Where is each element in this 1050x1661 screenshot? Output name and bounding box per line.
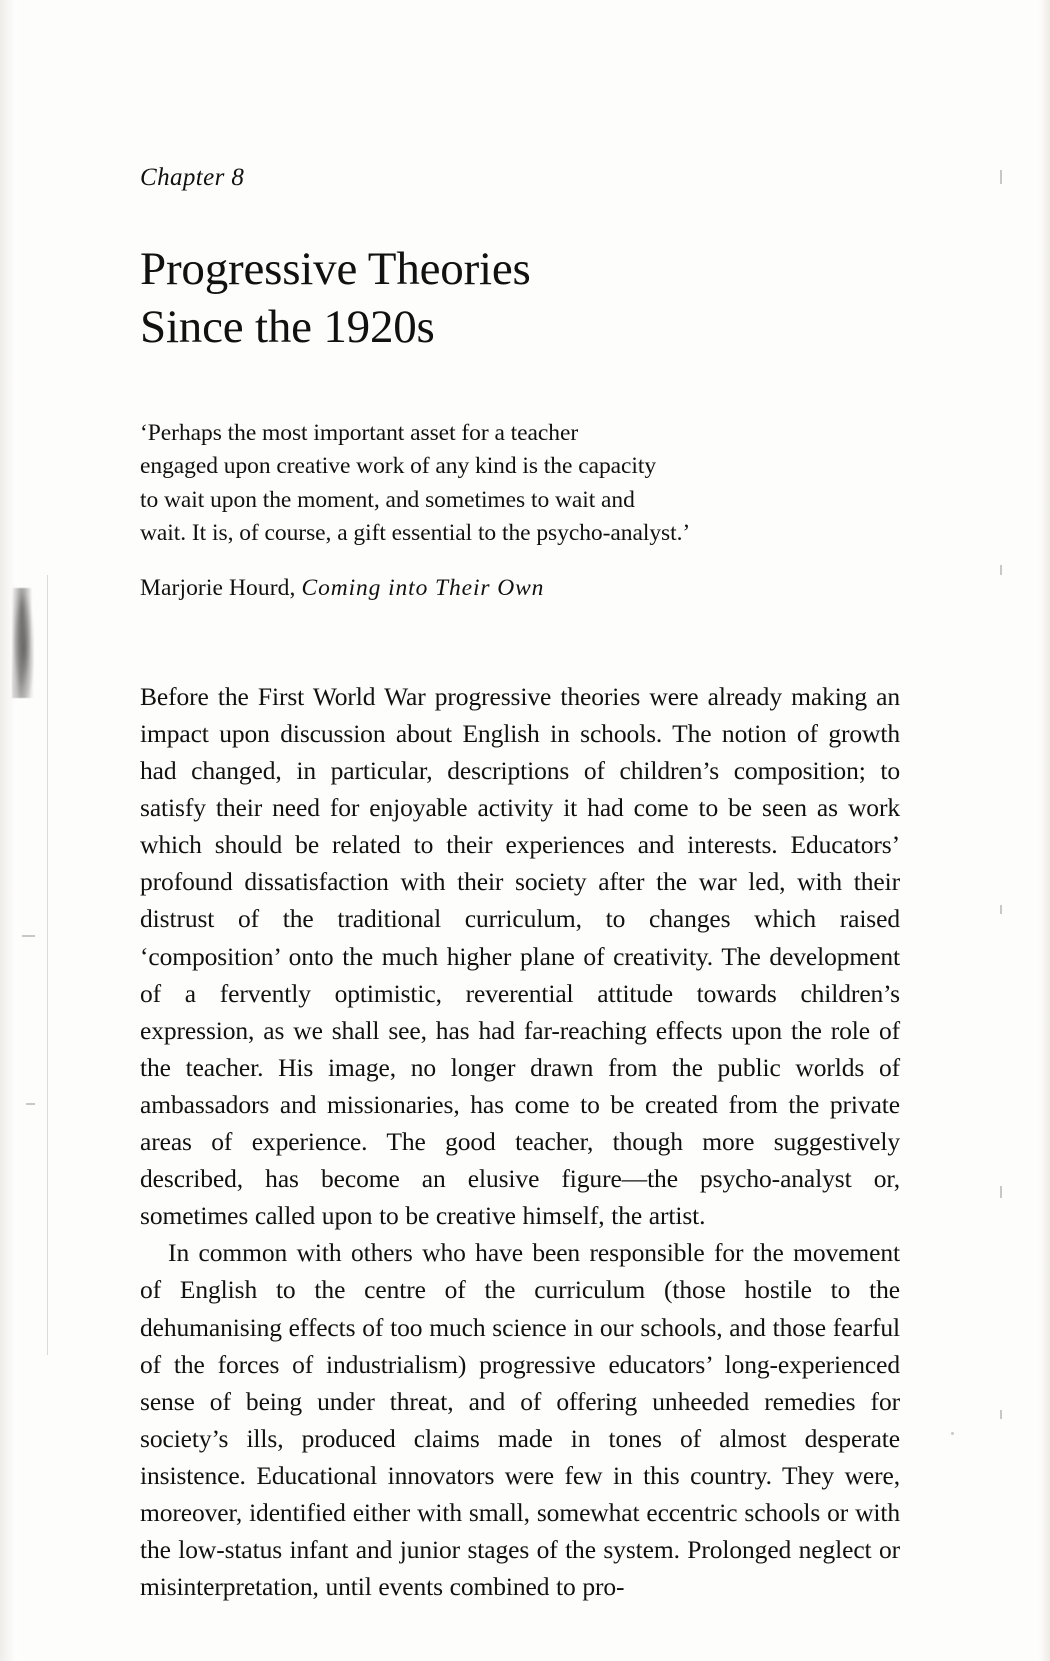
page-content <box>140 0 900 1605</box>
body-text <box>140 678 900 1605</box>
binding-smudge-artifact <box>12 588 34 698</box>
epigraph-quote <box>140 417 900 551</box>
scan-artifact-mark <box>1000 170 1002 184</box>
body-paragraph-2: In common with others who have been responsible for the movement of English to the centre of the curriculum (those hostile to the dehumanising effects of too much science in our schools, and those fearful of the forces of industrialism) progressive educators’ long-experienced sense of being under threat, and of offering unheeded remedies for society’s ills, produced claims made in tones of almost desperate insistence. Educational innovators were few in this country. They were, moreover, identified either with small, somewhat eccentric schools or with the low-status infant and junior stages of the system. Prolonged neglect or misinterpretation, until events combined to pro- <box>140 1238 900 1602</box>
scan-artifact-mark <box>1000 565 1002 575</box>
scan-artifact-mark <box>951 1432 954 1435</box>
scan-artifact-mark <box>1000 905 1002 914</box>
epigraph-line-2: engaged upon creative work of any kind is the capacity <box>140 453 657 480</box>
scan-artifact-mark <box>26 1103 35 1105</box>
page-title-line-1: Progressive Theories <box>140 243 531 295</box>
page-title-line-2: Since the 1920s <box>140 301 435 354</box>
scan-edge-right <box>1036 0 1050 1661</box>
scan-artifact-mark <box>22 935 35 937</box>
scan-artifact-mark <box>1000 1186 1002 1198</box>
epigraph-attribution <box>140 575 900 602</box>
body-paragraph-1: Before the First World War progressive theories were already making an impact upon discussion about English in schools. The notion of growth had changed, in particular, descriptions of children’s composition; to satisfy their need for enjoyable activity it had come to be seen as work which should be related to their experiences and interests. Educators’ profound dissatisfaction with their society after the war led, with their distrust of the traditional curriculum, to changes which raised ‘composition’ onto the much higher plane of creativity. The development of a fervently optimistic, reverential attitude towards children’s expression, as we shall see, has had far-reaching effects upon the role of the teacher. His image, no longer drawn from the public worlds of ambassadors and missionaries, has come to be created from the private areas of experience. The good teacher, though more suggestively described, has become an elusive figure—the psycho-analyst or, sometimes called upon to be creative himself, the artist. <box>140 681 900 1231</box>
page-title <box>140 240 900 357</box>
scan-edge-left <box>0 0 18 1661</box>
scan-artifact-mark <box>1000 1410 1002 1419</box>
chapter-label: Chapter 8 <box>140 164 245 191</box>
epigraph-line-4: wait. It is, of course, a gift essential to the psycho-analyst.’ <box>140 520 691 547</box>
attribution-work-title: Coming into Their Own <box>301 574 545 601</box>
attribution-author: Marjorie Hourd, <box>140 574 302 601</box>
page-gutter-line <box>47 575 48 1355</box>
epigraph-line-1: ‘Perhaps the most important asset for a teacher <box>140 419 579 446</box>
epigraph-line-3: to wait upon the moment, and sometimes to wait and <box>140 486 635 513</box>
